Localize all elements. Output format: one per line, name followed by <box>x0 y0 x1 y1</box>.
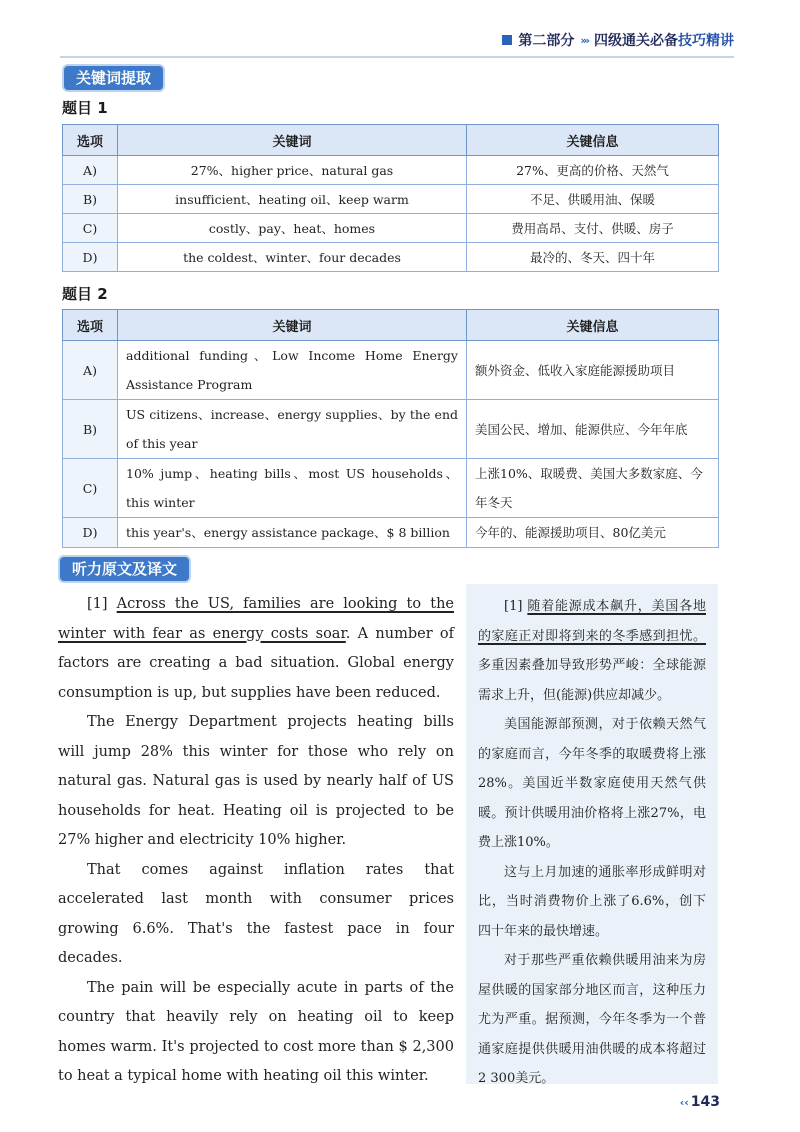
transcript-text: . A number of factors are creating a bad situation. Global energy consumption is up, but supplies have been reduced. <box>58 625 455 701</box>
table-header-key-info: 关键信息 <box>467 310 719 341</box>
translation-paragraph: 对于那些严重依赖供暖用油来为房屋供暖的国家部分地区而言，这种压力尤为严重。据预测，今年冬季为一个普通家庭提供供暖用油供暖的成本将超过2 300美元。 <box>478 953 706 1086</box>
question-1-title: 题目 1 <box>62 99 108 117</box>
option-label: A) <box>63 341 118 400</box>
running-header <box>502 28 734 52</box>
page-number-text: 143 <box>690 1094 720 1110</box>
page-number <box>680 1094 720 1110</box>
key-info-cell: 27%、更高的价格、天然气 <box>467 156 719 185</box>
keyword-cell: 10% jump、heating bills、most US households、this winter <box>118 459 467 518</box>
header-title-main: 四级通关必备技巧精讲 <box>594 33 734 49</box>
table-header-option: 选项 <box>63 125 118 156</box>
translation-paragraph: 美国能源部预测，对于依赖天然气的家庭而言，今年冬季的取暖费将上涨28%。美国近半数家庭使用天然气供暖。预计供暖用油价格将上涨27%，电费上涨10%。 <box>478 717 706 850</box>
paragraph-marker: [1] <box>87 596 117 612</box>
table-row <box>63 341 719 400</box>
key-info-cell: 费用高昂、支付、供暖、房子 <box>467 214 719 243</box>
table-row <box>63 156 719 185</box>
table-row <box>63 400 719 459</box>
key-info-cell: 最冷的、冬天、四十年 <box>467 243 719 272</box>
transcript-paragraph <box>58 590 454 708</box>
underlined-sentence: Across the US, families are looking to the winter with fear as energy costs soar <box>58 596 454 642</box>
section-tag-transcript: 听力原文及译文 <box>58 555 191 583</box>
option-label: D) <box>63 518 118 548</box>
translation-paragraph <box>478 592 706 710</box>
option-label: A) <box>63 156 118 185</box>
option-label: D) <box>63 243 118 272</box>
key-info-cell: 不足、供暖用油、保暖 <box>467 185 719 214</box>
keyword-cell: costly、pay、heat、homes <box>118 214 467 243</box>
option-label: C) <box>63 214 118 243</box>
underlined-sentence: 随着能源成本飙升，美国各地的家庭正对即将到来的冬季感到担忧。 <box>478 599 706 644</box>
table-row <box>63 459 719 518</box>
key-info-cell: 美国公民、增加、能源供应、今年年底 <box>467 400 719 459</box>
header-title-accent: 技巧精讲 <box>678 33 734 49</box>
table-header-keywords: 关键词 <box>118 125 467 156</box>
option-label: C) <box>63 459 118 518</box>
translation-text: 多重因素叠加导致形势严峻：全球能源需求上升，但(能源)供应却减少。 <box>478 658 706 703</box>
listening-transcript <box>58 590 454 1092</box>
table-header-option: 选项 <box>63 310 118 341</box>
table-row <box>63 214 719 243</box>
keyword-cell: 27%、higher price、natural gas <box>118 156 467 185</box>
transcript-paragraph: The pain will be especially acute in parts of the country that heavily rely on heating oil to keep homes warm. It's projected to cost more than $ 2,300 to heat a typical home with heating oil this winter. <box>58 979 454 1084</box>
keyword-cell: US citizens、increase、energy supplies、by the end of this year <box>118 400 467 459</box>
table-row <box>63 185 719 214</box>
table-header-keywords: 关键词 <box>118 310 467 341</box>
square-bullet-icon <box>502 35 512 45</box>
question-1-table <box>62 124 719 272</box>
table-header-key-info: 关键信息 <box>467 125 719 156</box>
transcript-paragraph: That comes against inflation rates that accelerated last month with consumer prices growing 6.6%. That's the fastest pace in four decades. <box>58 861 454 966</box>
header-part: 第二部分 <box>518 33 575 49</box>
question-2-title: 题目 2 <box>62 285 108 303</box>
table-row <box>63 243 719 272</box>
keyword-cell: additional funding、Low Income Home Energy Assistance Program <box>118 341 467 400</box>
translation-panel <box>466 584 718 1084</box>
keyword-cell: this year's、energy assistance package、$ 8 billion <box>118 518 467 548</box>
keyword-cell: insufficient、heating oil、keep warm <box>118 185 467 214</box>
keyword-cell: the coldest、winter、four decades <box>118 243 467 272</box>
table-row <box>63 518 719 548</box>
option-label: B) <box>63 185 118 214</box>
key-info-cell: 额外资金、低收入家庭能源援助项目 <box>467 341 719 400</box>
key-info-cell: 今年的、能源援助项目、80亿美元 <box>467 518 719 548</box>
translation-paragraph: 这与上月加速的通胀率形成鲜明对比，当时消费物价上涨了6.6%，创下四十年来的最快增速。 <box>478 864 706 939</box>
double-arrow-icon: ‹‹ <box>679 1096 689 1109</box>
section-tag-keywords: 关键词提取 <box>62 64 165 92</box>
triple-arrow-icon: ››› <box>580 33 588 47</box>
option-label: B) <box>63 400 118 459</box>
paragraph-marker: [1] <box>504 599 528 614</box>
key-info-cell: 上涨10%、取暖费、美国大多数家庭、今年冬天 <box>467 459 719 518</box>
question-2-table <box>62 309 719 548</box>
header-rule <box>60 56 734 58</box>
transcript-paragraph: The Energy Department projects heating bills will jump 28% this winter for those who rely on natural gas. Natural gas is used by nearly half of US households for heat. Heating oil is projected to be 27% higher and electricity 10% higher. <box>58 714 454 848</box>
